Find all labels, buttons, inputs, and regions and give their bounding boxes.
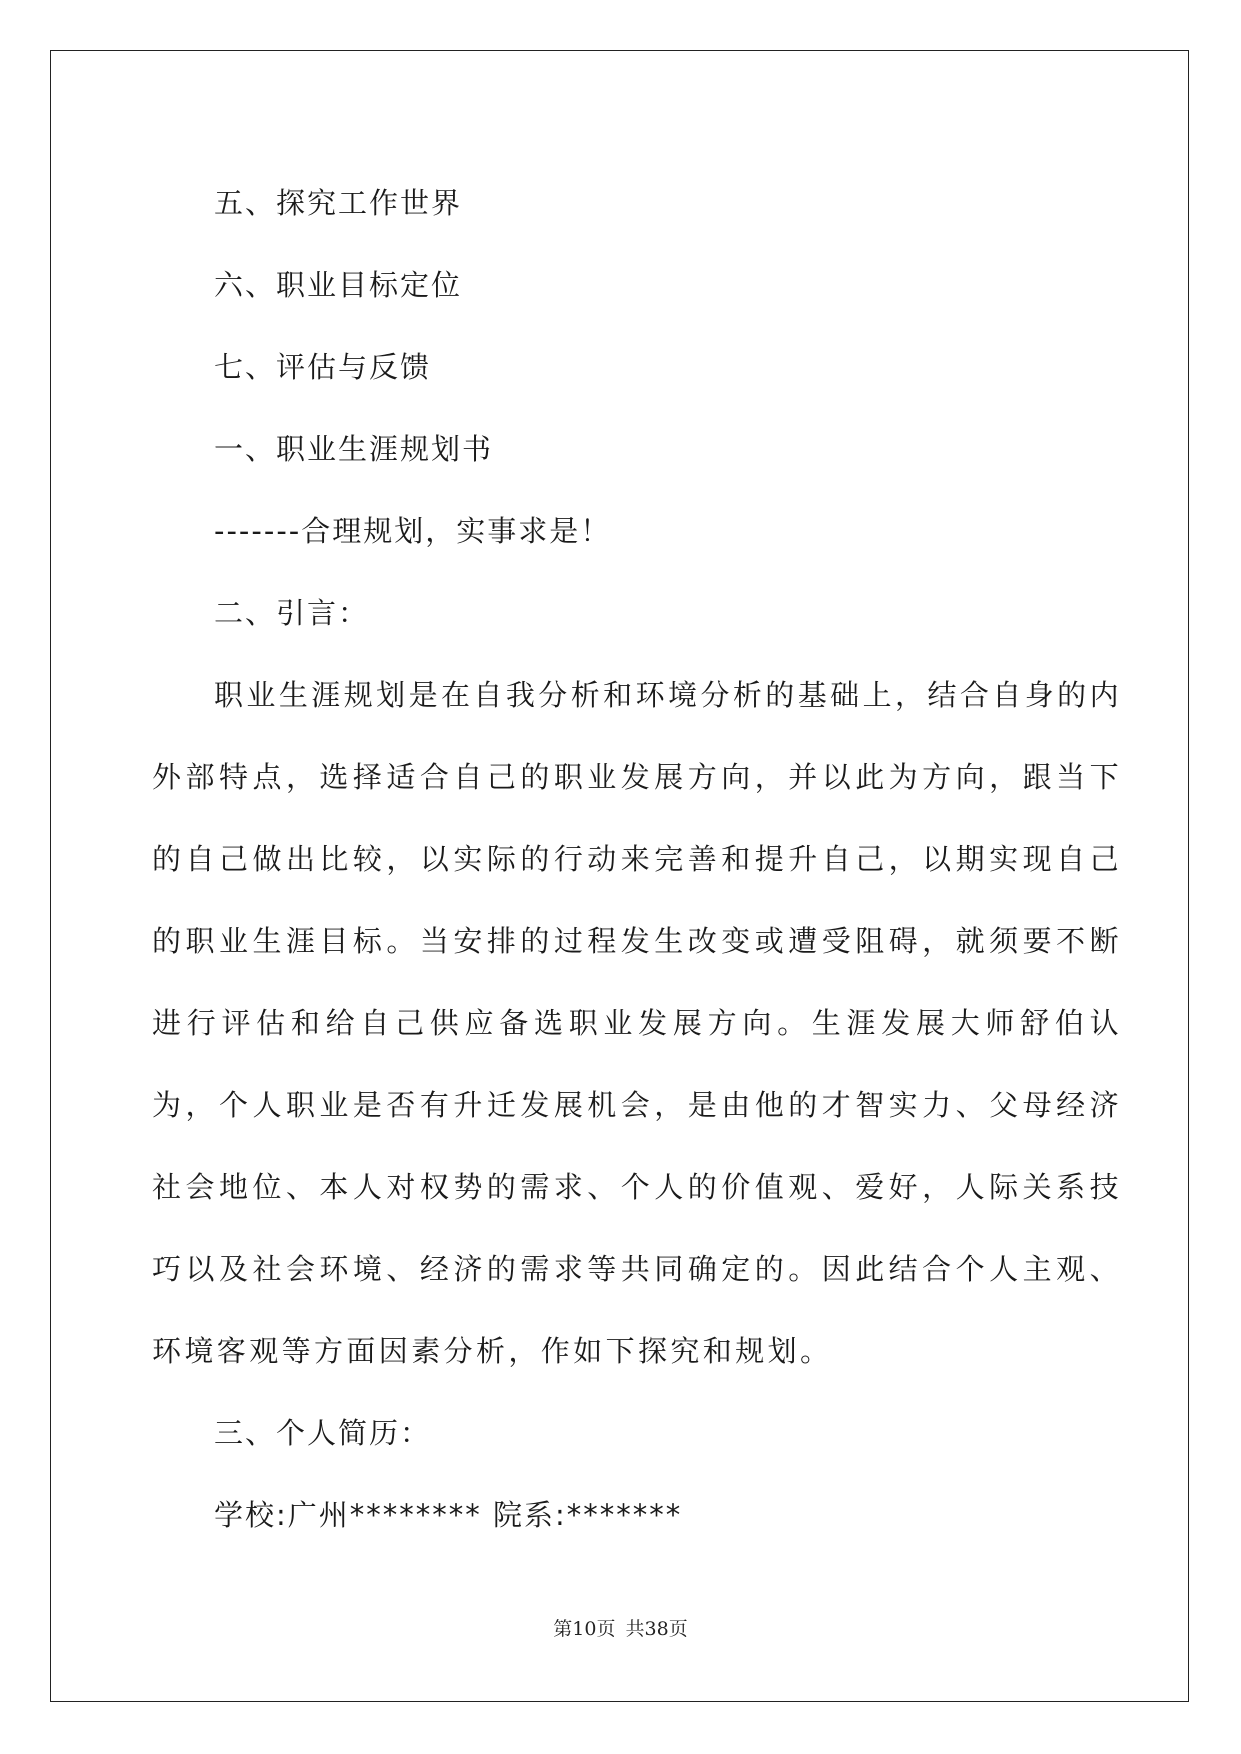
page-number: 第10页 [553,1618,616,1640]
heading-career-goal: 六、职业目标定位 [214,268,463,302]
motto-line: -------合理规划，实事求是！ [214,514,612,548]
heading-evaluation-feedback: 七、评估与反馈 [214,350,432,384]
page-total: 共38页 [625,1618,688,1640]
intro-paragraph: 职业生涯规划是在自我分析和环境分析的基础上，结合自身的内外部特点，选择适合自己的职业发展方向，并以此为方向，跟当下的自己做出比较，以实际的行动来完善和提升自己，以期实现自己的职业生涯目标。当安排的过程发生改变或遭受阻碍，就须要不断进行评估和给自己供应备选职业发展方向。生涯发展大师舒伯认为，个人职业是否有升迁发展机会，是由他的才智实力、父母经济社会地位、本人对权势的需求、个人的价值观、爱好，人际关系技巧以及社会环境、经济的需求等共同确定的。因此结合个人主观、环境客观等方面因素分析，作如下探究和规划。 [152,678,1122,1368]
heading-explore-work-world: 五、探究工作世界 [214,186,463,220]
school-department-line: 学校:广州******** 院系:******* [214,1498,683,1532]
document-body [152,162,1122,1556]
heading-career-plan-book: 一、职业生涯规划书 [214,432,494,466]
heading-resume: 三、个人简历： [214,1416,432,1450]
page-footer [0,1614,1241,1641]
heading-introduction: 二、引言： [214,596,370,630]
